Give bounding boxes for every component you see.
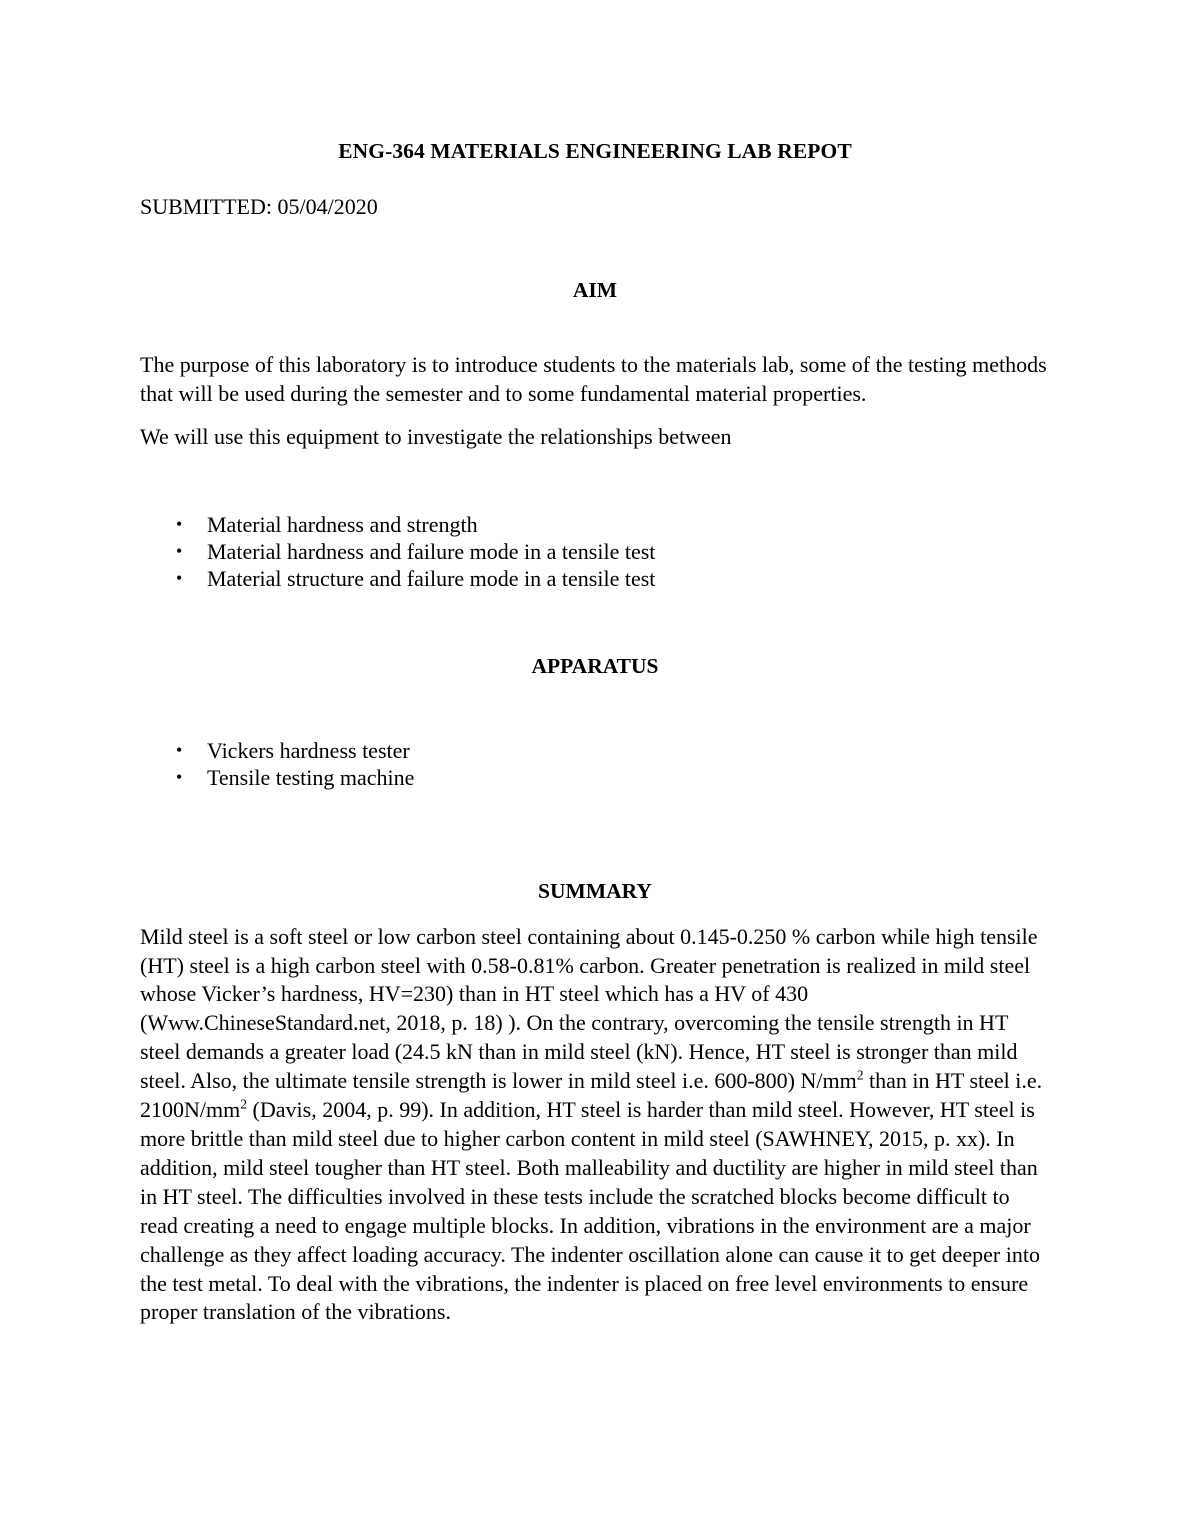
list-item-label: Material hardness and failure mode in a tensile test [207, 538, 656, 564]
list-item [140, 565, 1050, 592]
list-item-label: Vickers hardness tester [207, 737, 410, 763]
bullet-icon: • [176, 739, 183, 760]
superscript-square-1: 2 [856, 1067, 864, 1083]
summary-paragraph [140, 904, 1050, 1328]
aim-bullet-list [140, 452, 1050, 592]
bullet-icon: • [176, 567, 183, 588]
apparatus-bullet-list [140, 679, 1050, 791]
list-item-label: Material structure and failure mode in a tensile test [207, 565, 656, 591]
aim-paragraph-purpose: The purpose of this laboratory is to introduce students to the materials lab, some of the testing methods that will be used during the semester and to some fundamental material properties. [140, 351, 1047, 406]
aim-paragraph-equipment: We will use this equipment to investigate the relationships between [140, 423, 732, 449]
list-item-label: Tensile testing machine [207, 764, 415, 790]
section-heading-apparatus: APPARATUS [531, 653, 659, 678]
submitted-date: SUBMITTED: 05/04/2020 [140, 194, 378, 219]
list-item [140, 538, 1050, 565]
list-item-label: Material hardness and strength [207, 511, 478, 537]
summary-text-part-2: than in HT steel i.e. 2100N/mm [140, 1068, 1043, 1123]
bullet-icon: • [176, 513, 183, 534]
summary-text-part-3: (Davis, 2004, p. 99). In addition, HT steel is harder than mild steel. However, HT steel is more brittle than mild steel due to higher carbon content in mild steel (SAWHNEY, 2015, p. xx). In addition, mild steel tougher than HT steel. Both malleability and ductility are higher in mild steel than in HT steel. The difficulties involved in these tests include the scratched blocks become difficult to read creating a need to engage multiple blocks. In addition, vibrations in the environment are a major challenge as they affect loading accuracy. The indenter oscillation alone can cause it to get deeper into the test metal. To deal with the vibrations, the indenter is placed on free level environments to ensure proper translation of the vibrations. [140, 1097, 1040, 1325]
summary-text-part-1: Mild steel is a soft steel or low carbon steel containing about 0.145-0.250 % carbon while high tensile (HT) steel is a high carbon steel with 0.58-0.81% carbon. Greater penetration is realized in mild steel whose Vicker’s hardness, HV=230) than in HT steel which has a HV of 430 (Www.ChineseStandard.net, 2018, p. 18) ). On the contrary, overcoming the tensile strength in HT steel demands a greater load (24.5 kN than in mild steel (kN). Hence, HT steel is stronger than mild steel. Also, the ultimate tensile strength is lower in mild steel i.e. 600-800) N/mm [140, 923, 1038, 1094]
superscript-square-2: 2 [240, 1096, 248, 1112]
document-content [140, 0, 1050, 1327]
list-item [140, 737, 1050, 764]
page-title: ENG-364 MATERIALS ENGINEERING LAB REPOT [338, 139, 852, 163]
section-heading-summary: SUMMARY [538, 878, 652, 903]
list-item [140, 511, 1050, 538]
list-item [140, 764, 1050, 791]
bullet-icon: • [176, 766, 183, 787]
bullet-icon: • [176, 540, 183, 561]
section-heading-aim: AIM [572, 277, 618, 302]
